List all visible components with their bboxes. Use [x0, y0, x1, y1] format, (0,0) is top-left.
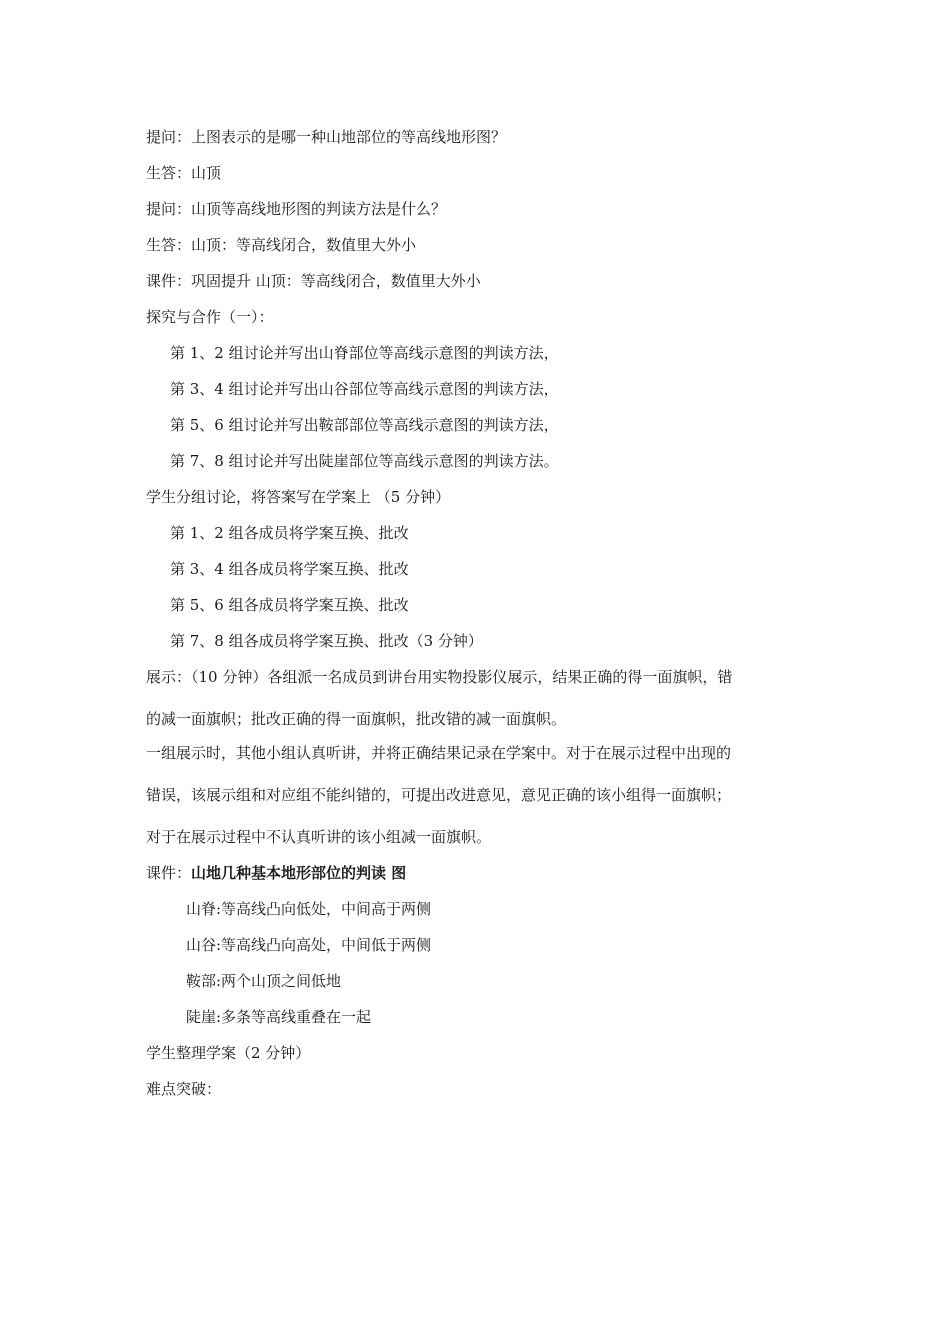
courseware-title: 山地几种基本地形部位的判读 图 — [191, 864, 407, 882]
landform-saddle: 鞍部:两个山顶之间低地 — [186, 972, 342, 990]
answer-2: 生答：山顶：等高线闭合，数值里大外小 — [146, 236, 417, 254]
landform-valley: 山谷:等高线凸向高处，中间低于两侧 — [186, 936, 432, 954]
display-note-line-2: 错误，该展示组和对应组不能纠错的，可提出改进意见，意见正确的该小组得一面旗帜； — [146, 786, 732, 804]
exchange-1: 第 1、2 组各成员将学案互换、批改 — [170, 524, 409, 542]
courseware-heading — [146, 863, 406, 883]
group-task-3: 第 5、6 组讨论并写出鞍部部位等高线示意图的判读方法， — [170, 416, 559, 434]
explore-heading: 探究与合作（一）： — [146, 308, 274, 326]
group-task-4: 第 7、8 组讨论并写出陡崖部位等高线示意图的判读方法。 — [170, 452, 559, 470]
organize-notes: 学生整理学案（2 分钟） — [146, 1044, 311, 1062]
answer-1: 生答：山顶 — [146, 164, 222, 182]
question-1: 提问：上图表示的是哪一种山地部位的等高线地形图？ — [146, 128, 507, 146]
question-2: 提问：山顶等高线地形图的判读方法是什么？ — [146, 200, 447, 218]
display-paragraph-line-2: 的减一面旗帜；批改正确的得一面旗帜，批改错的减一面旗帜。 — [146, 710, 567, 728]
group-discussion: 学生分组讨论，将答案写在学案上 （5 分钟） — [146, 488, 451, 506]
display-paragraph-line-1: 展示：（10 分钟）各组派一名成员到讲台用实物投影仪展示，结果正确的得一面旗帜，错 — [146, 668, 733, 686]
group-task-2: 第 3、4 组讨论并写出山谷部位等高线示意图的判读方法， — [170, 380, 559, 398]
courseware-consolidate: 课件：巩固提升 山顶：等高线闭合，数值里大外小 — [146, 272, 481, 290]
difficulty-heading: 难点突破： — [146, 1080, 222, 1098]
display-note-line-3: 对于在展示过程中不认真听讲的该小组减一面旗帜。 — [146, 828, 492, 846]
display-note-line-1: 一组展示时，其他小组认真听讲，并将正确结果记录在学案中。对于在展示过程中出现的 — [146, 744, 732, 762]
landform-ridge: 山脊:等高线凸向低处，中间高于两侧 — [186, 900, 432, 918]
group-task-1: 第 1、2 组讨论并写出山脊部位等高线示意图的判读方法， — [170, 344, 559, 362]
exchange-2: 第 3、4 组各成员将学案互换、批改 — [170, 560, 409, 578]
landform-cliff: 陡崖:多条等高线重叠在一起 — [186, 1008, 372, 1026]
exchange-4: 第 7、8 组各成员将学案互换、批改（3 分钟） — [170, 632, 483, 650]
exchange-3: 第 5、6 组各成员将学案互换、批改 — [170, 596, 409, 614]
courseware-label: 课件： — [146, 864, 192, 882]
